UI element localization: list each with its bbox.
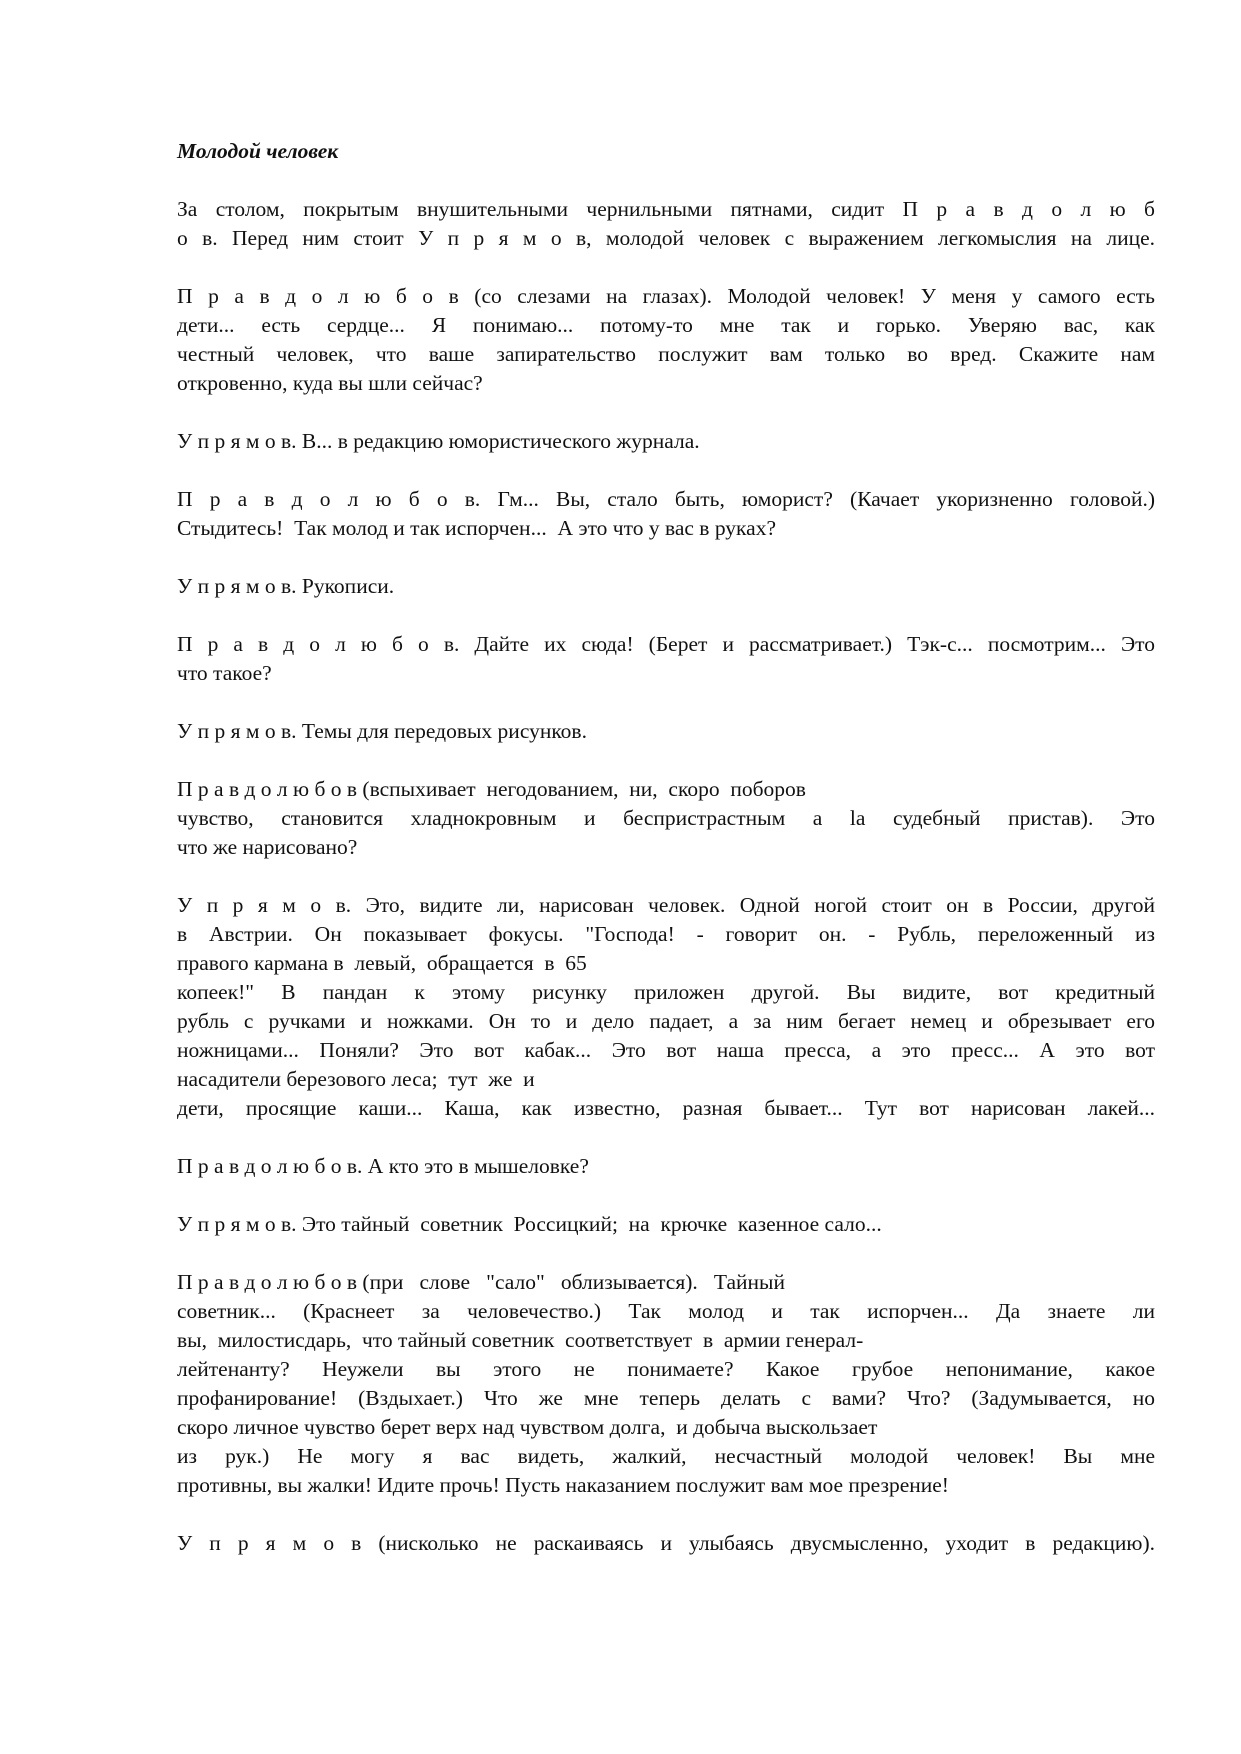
text-line: Стыдитесь! Так молод и так испорчен... А это что у вас в руках? bbox=[177, 516, 777, 540]
text-line: У п р я м о в. Темы для передовых рисунков. bbox=[177, 719, 587, 743]
paragraph bbox=[177, 1152, 1155, 1181]
text-line: противны, вы жалки! Идите прочь! Пусть наказанием послужит вам мое презрение! bbox=[177, 1473, 949, 1497]
text-line: ножницами... Поняли? Это вот кабак... Это вот наша пресса, а это пресс... А это вот bbox=[177, 1038, 1155, 1062]
text-line: У п р я м о в (нисколько не раскаиваясь и улыбаясь двусмысленно, уходит в редакцию). bbox=[177, 1531, 1155, 1555]
paragraph bbox=[177, 1268, 1155, 1500]
text-line: П р а в д о л ю б о в. Гм... Вы, стало быть, юморист? (Качает укоризненно головой.) bbox=[177, 487, 1155, 511]
text-line: насадители березового леса; тут же и bbox=[177, 1067, 535, 1091]
text-line: рубль с ручками и ножками. Он то и дело падает, а за ним бегает немец и обрезывает его bbox=[177, 1009, 1155, 1033]
text-line: вы, милостисдарь, что тайный советник соответствует в армии генерал- bbox=[177, 1328, 864, 1352]
text-line: что такое? bbox=[177, 661, 272, 685]
paragraph bbox=[177, 1210, 1155, 1239]
text-line: чувство, становится хладнокровным и беспристрастным а la судебный пристав). Это bbox=[177, 806, 1155, 830]
paragraph bbox=[177, 485, 1155, 543]
text-line: советник... (Краснеет за человечество.) Так молод и так испорчен... Да знаете ли bbox=[177, 1299, 1155, 1323]
text-line: П р а в д о л ю б о в (при слове "сало" облизывается). Тайный bbox=[177, 1270, 786, 1294]
text-line: У п р я м о в. В... в редакцию юмористического журнала. bbox=[177, 429, 700, 453]
text-line: откровенно, куда вы шли сейчас? bbox=[177, 371, 483, 395]
paragraph-list bbox=[177, 195, 1155, 1558]
text-line: дети, просящие каши... Каша, как известно, разная бывает... Тут вот нарисован лакей... bbox=[177, 1096, 1155, 1120]
paragraph bbox=[177, 775, 1155, 862]
paragraph bbox=[177, 427, 1155, 456]
text-line: У п р я м о в. Это, видите ли, нарисован человек. Одной ногой стоит он в России, другой bbox=[177, 893, 1155, 917]
paragraph bbox=[177, 717, 1155, 746]
paragraph bbox=[177, 630, 1155, 688]
text-line: правого кармана в левый, обращается в 65 bbox=[177, 951, 587, 975]
text-line: П р а в д о л ю б о в (вспыхивает негодованием, ни, скоро поборов bbox=[177, 777, 806, 801]
paragraph bbox=[177, 195, 1155, 253]
text-line: в Австрии. Он показывает фокусы. "Господа! - говорит он. - Рубль, переложенный из bbox=[177, 922, 1155, 946]
text-line: честный человек, что ваше запирательство послужит вам только во вред. Скажите нам bbox=[177, 342, 1155, 366]
text-line: профанирование! (Вздыхает.) Что же мне теперь делать с вами? Что? (Задумывается, но bbox=[177, 1386, 1155, 1410]
paragraph bbox=[177, 891, 1155, 1123]
text-line: что же нарисовано? bbox=[177, 835, 358, 859]
text-line: о в. Перед ним стоит У п р я м о в, молодой человек с выражением легкомыслия на лице. bbox=[177, 226, 1155, 250]
text-line: лейтенанту? Неужели вы этого не понимаете? Какое грубое непонимание, какое bbox=[177, 1357, 1155, 1381]
text-line: копеек!" В пандан к этому рисунку приложен другой. Вы видите, вот кредитный bbox=[177, 980, 1155, 1004]
paragraph bbox=[177, 282, 1155, 398]
text-line: из рук.) Не могу я вас видеть, жалкий, несчастный молодой человек! Вы мне bbox=[177, 1444, 1155, 1468]
text-line: У п р я м о в. Рукописи. bbox=[177, 574, 395, 598]
text-line: скоро личное чувство берет верх над чувством долга, и добыча выскользает bbox=[177, 1415, 878, 1439]
paragraph bbox=[177, 1529, 1155, 1558]
paragraph bbox=[177, 572, 1155, 601]
text-line: У п р я м о в. Это тайный советник Россицкий; на крючке казенное сало... bbox=[177, 1212, 882, 1236]
text-line: П р а в д о л ю б о в. Дайте их сюда! (Берет и рассматривает.) Тэк-с... посмотрим... Это bbox=[177, 632, 1155, 656]
text-line: П р а в д о л ю б о в (со слезами на глазах). Молодой человек! У меня у самого есть bbox=[177, 284, 1155, 308]
document-body bbox=[177, 137, 1155, 1587]
document-title: Молодой человек bbox=[177, 139, 339, 163]
text-line: За столом, покрытым внушительными чернильными пятнами, сидит П р а в д о л ю б bbox=[177, 197, 1155, 221]
text-line: дети... есть сердце... Я понимаю... потому-то мне так и горько. Уверяю вас, как bbox=[177, 313, 1155, 337]
text-line: П р а в д о л ю б о в. А кто это в мышеловке? bbox=[177, 1154, 589, 1178]
